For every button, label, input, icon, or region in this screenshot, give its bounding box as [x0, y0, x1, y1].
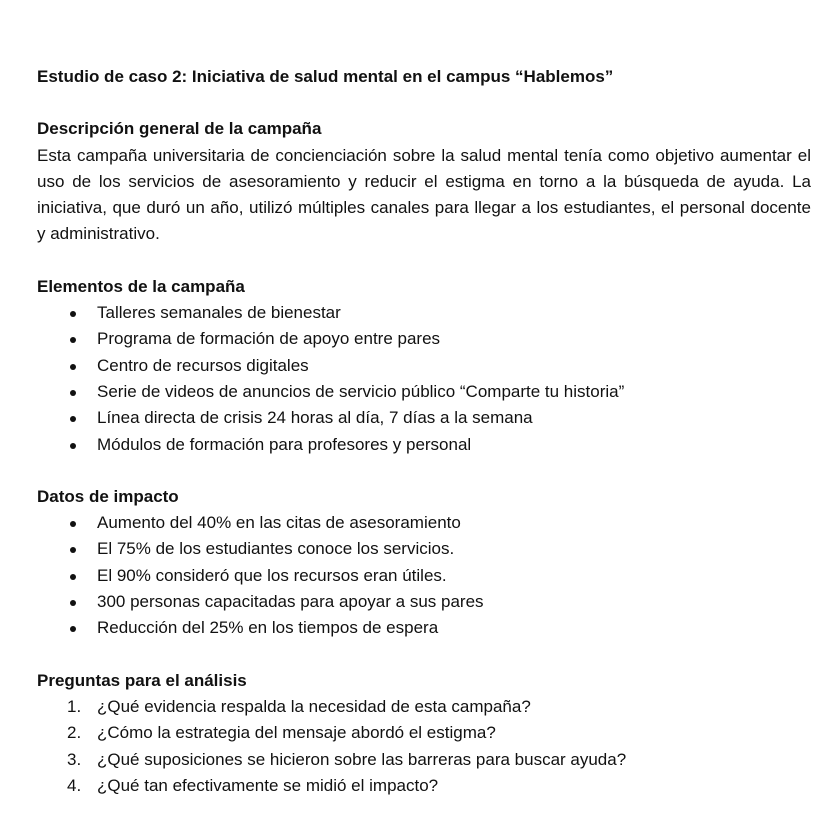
elements-list — [37, 300, 811, 458]
list-item — [37, 720, 811, 746]
question-text: ¿Qué suposiciones se hicieron sobre las barreras para buscar ayuda? — [97, 749, 627, 769]
question-number: 1. — [67, 696, 82, 716]
elements-heading: Elementos de la campaña — [37, 276, 245, 296]
list-item-text: El 90% consideró que los recursos eran útiles. — [97, 565, 447, 585]
list-item-text: El 75% de los estudiantes conoce los servicios. — [97, 539, 455, 559]
list-item — [37, 694, 811, 720]
question-text: ¿Cómo la estrategia del mensaje abordó el estigma? — [97, 723, 496, 743]
bullet-icon — [70, 364, 76, 370]
list-item — [37, 615, 811, 641]
document-title: Estudio de caso 2: Iniciativa de salud mental en el campus “Hablemos” — [37, 67, 614, 86]
list-item — [37, 536, 811, 562]
list-item — [37, 747, 811, 773]
list-item — [37, 300, 811, 326]
list-item-text: Aumento del 40% en las citas de asesoramiento — [97, 513, 461, 533]
question-number: 3. — [67, 749, 82, 769]
question-text: ¿Qué evidencia respalda la necesidad de esta campaña? — [97, 696, 531, 716]
questions-section — [37, 668, 811, 799]
impact-section — [37, 484, 811, 642]
bullet-icon — [70, 337, 76, 343]
bullet-icon — [70, 574, 76, 580]
list-item — [37, 326, 811, 352]
list-item — [37, 773, 811, 799]
questions-heading: Preguntas para el análisis — [37, 670, 247, 690]
bullet-icon — [70, 600, 76, 606]
question-text: ¿Qué tan efectivamente se midió el impacto? — [97, 775, 439, 795]
impact-heading: Datos de impacto — [37, 486, 179, 506]
list-item — [37, 379, 811, 405]
impact-list — [37, 510, 811, 641]
list-item-text: Módulos de formación para profesores y personal — [97, 434, 472, 454]
questions-list — [37, 694, 811, 799]
list-item-text: Serie de videos de anuncios de servicio público “Comparte tu historia” — [97, 381, 625, 401]
list-item-text: Reducción del 25% en los tiempos de espera — [97, 618, 439, 638]
bullet-icon — [70, 311, 76, 317]
list-item — [37, 432, 811, 458]
overview-heading: Descripción general de la campaña — [37, 119, 322, 139]
list-item-text: Centro de recursos digitales — [97, 355, 309, 375]
question-number: 2. — [67, 723, 82, 743]
list-item — [37, 589, 811, 615]
list-item-text: Talleres semanales de bienestar — [97, 303, 341, 323]
list-item — [37, 510, 811, 536]
question-number: 4. — [67, 775, 82, 795]
bullet-icon — [70, 521, 76, 527]
overview-section — [37, 116, 811, 247]
list-item-text: 300 personas capacitadas para apoyar a sus pares — [97, 592, 484, 612]
overview-paragraph: Esta campaña universitaria de concienciación sobre la salud mental tenía como objetivo aumentar el uso de los servicios de asesoramiento y reducir el estigma en torno a la búsqueda de ayuda. La iniciativa, que duró un año, utilizó múltiples canales para llegar a los estudiantes, el personal docente y administrativo. — [37, 145, 811, 244]
elements-section — [37, 274, 811, 458]
bullet-icon — [70, 390, 76, 396]
bullet-icon — [70, 443, 76, 449]
list-item-text: Programa de formación de apoyo entre pares — [97, 329, 441, 349]
bullet-icon — [70, 547, 76, 553]
bullet-icon — [70, 626, 76, 632]
list-item — [37, 405, 811, 431]
bullet-icon — [70, 416, 76, 422]
list-item — [37, 563, 811, 589]
list-item-text: Línea directa de crisis 24 horas al día, 7 días a la semana — [97, 408, 533, 428]
list-item — [37, 353, 811, 379]
